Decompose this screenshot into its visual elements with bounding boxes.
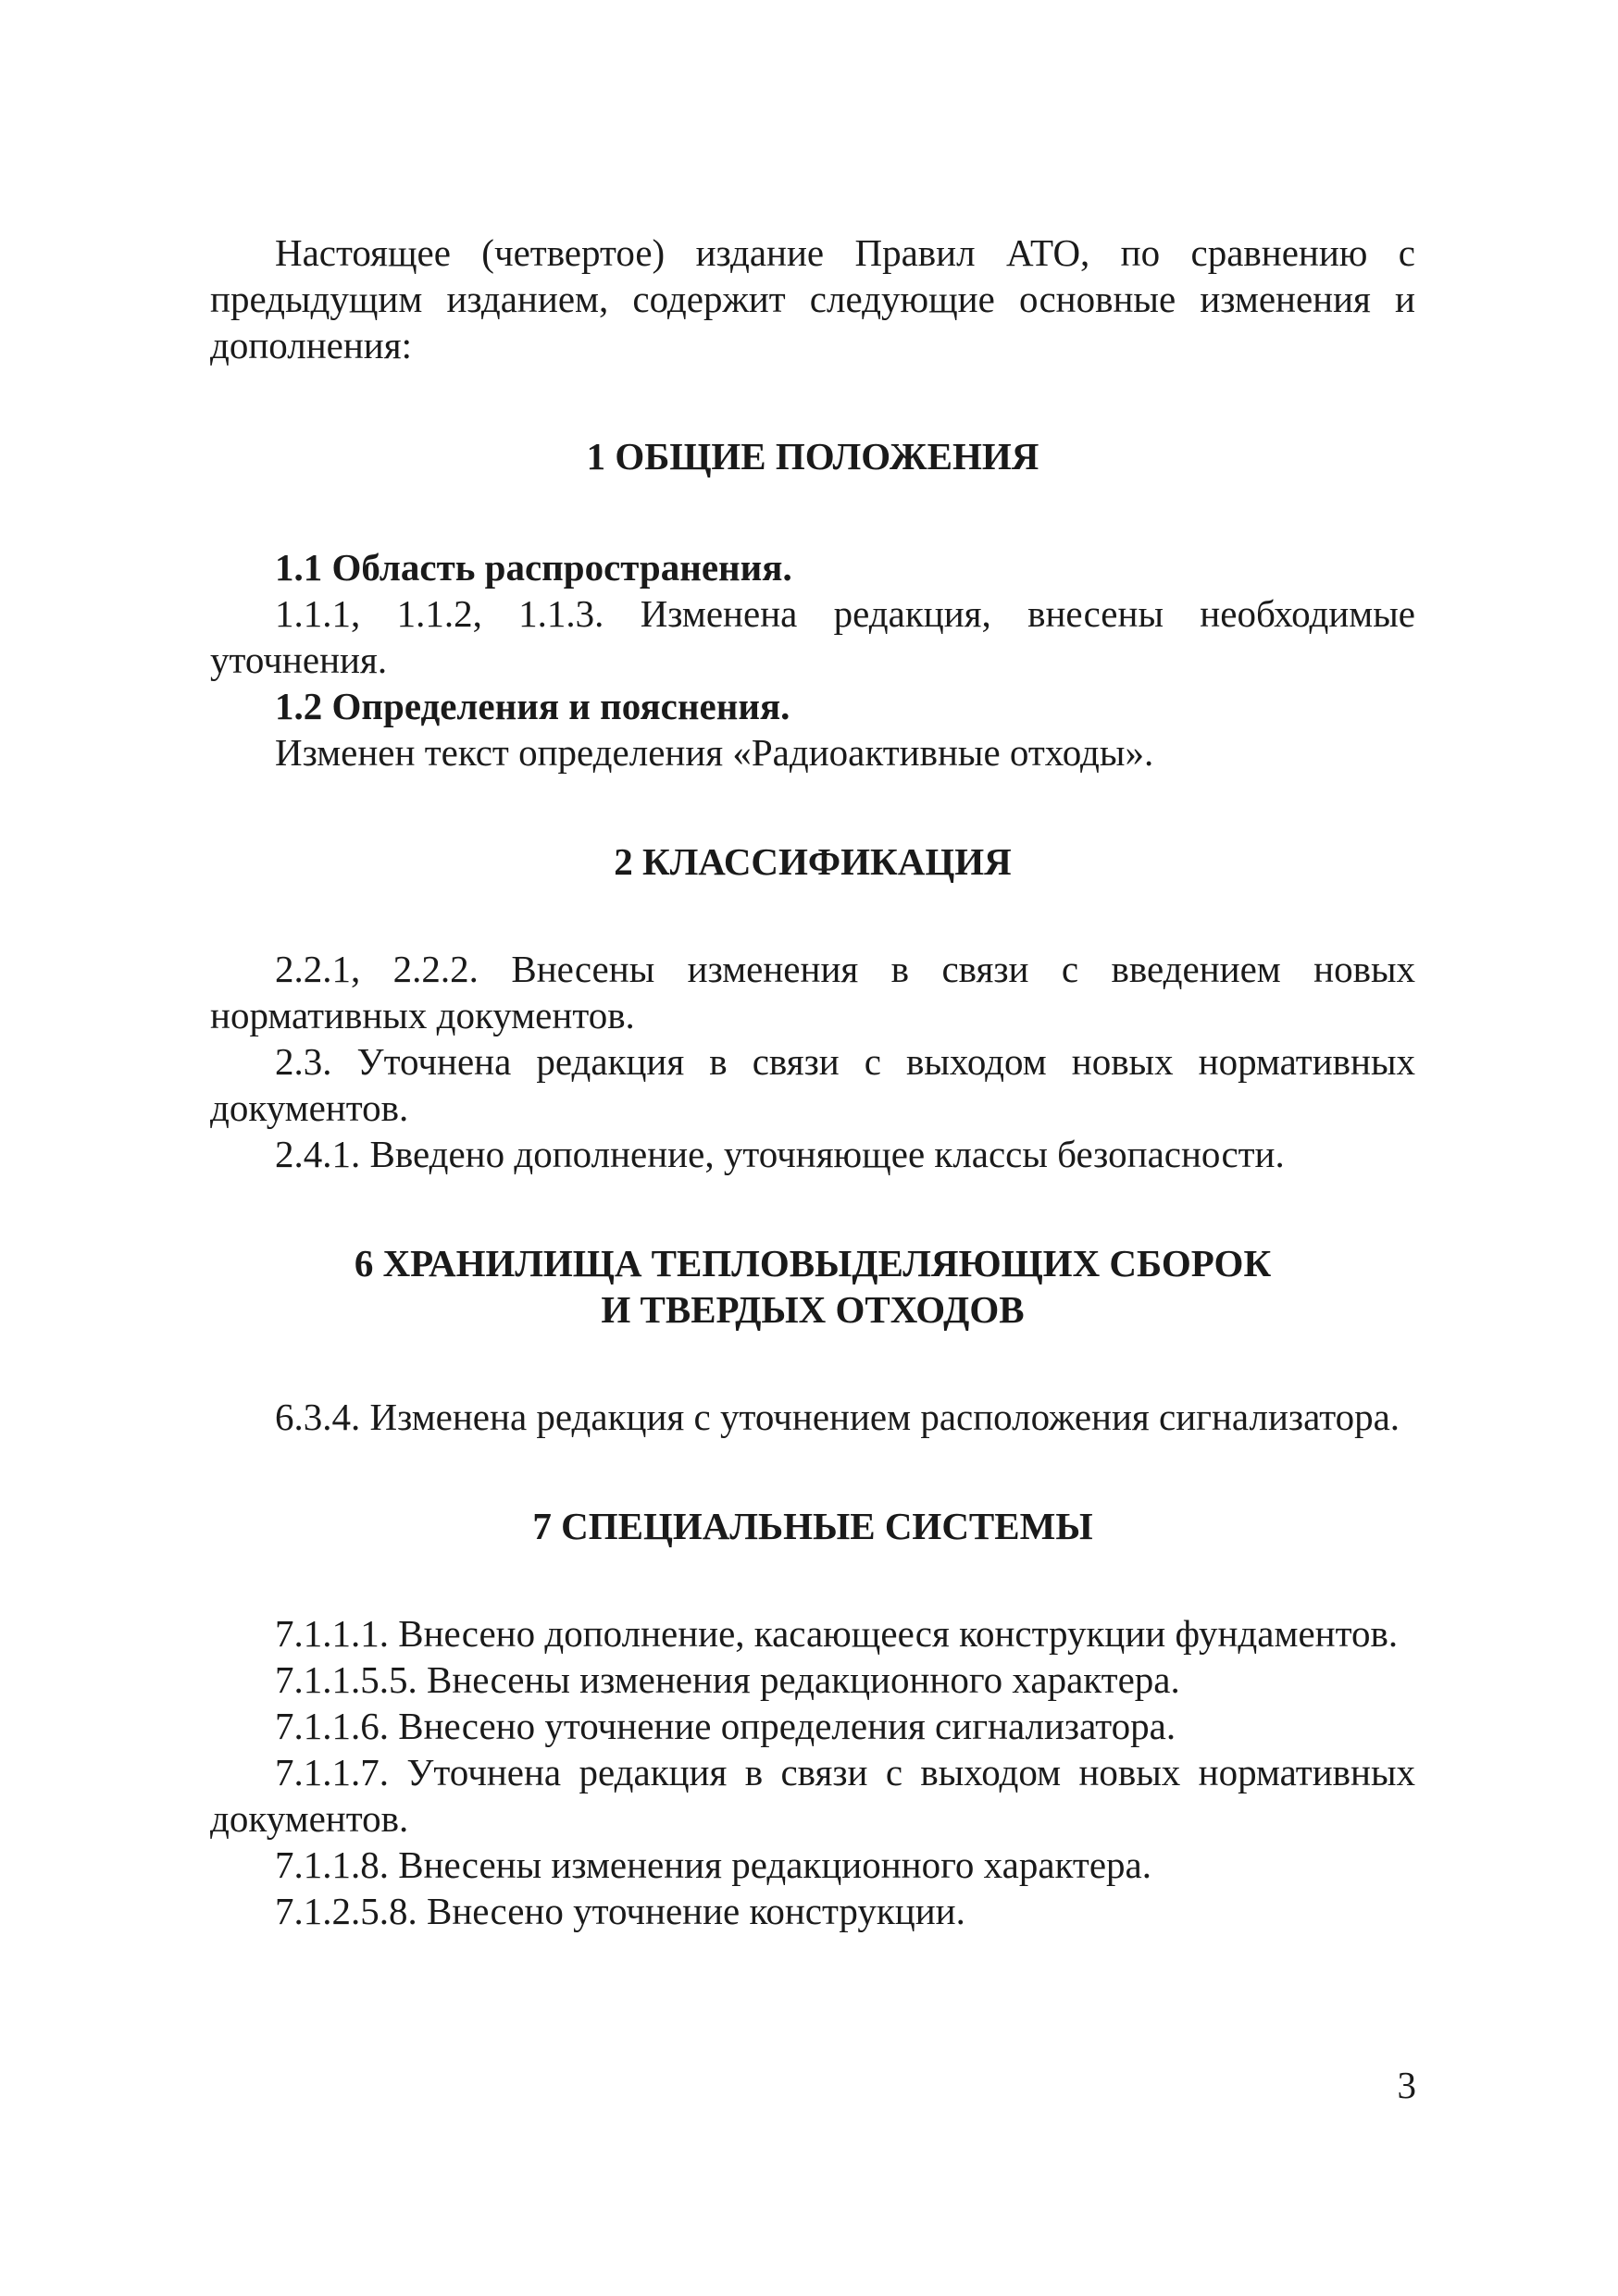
document-page [210, 230, 1415, 1934]
section-2-item: 2.2.1, 2.2.2. Внесены изменения в связи с введением новых нормативных документов. [210, 948, 1415, 1036]
subsection-1-2-text: Изменен текст определения «Радиоактивные отходы». [275, 731, 1154, 774]
section-1-heading: 1 ОБЩИЕ ПОЛОЖЕНИЯ [586, 435, 1039, 478]
section-2-heading: 2 КЛАССИФИКАЦИЯ [614, 840, 1012, 883]
section-2-item: 2.3. Уточнена редакция в связи с выходом новых нормативных документов. [210, 1040, 1415, 1129]
section-7-heading: 7 СПЕЦИАЛЬНЫЕ СИСТЕМЫ [532, 1505, 1093, 1547]
intro-paragraph: Настоящее (четвертое) издание Правил АТО, по сравнению с предыдущим изданием, содержит следующие основные изменения и дополнения: [210, 231, 1415, 366]
section-6-heading-line-2: И ТВЕРДЫХ ОТХОДОВ [601, 1288, 1025, 1331]
section-2-item: 2.4.1. Введено дополнение, уточняющее классы безопасности. [275, 1133, 1285, 1175]
section-7-item: 7.1.1.1. Внесено дополнение, касающееся конструкции фундаментов. [275, 1612, 1399, 1655]
subsection-1-2-heading: 1.2 Определения и пояснения. [275, 685, 790, 727]
subsection-1-1-heading: 1.1 Область распространения. [275, 546, 792, 589]
section-7-item: 7.1.1.7. Уточнена редакция в связи с выходом новых нормативных документов. [210, 1751, 1415, 1840]
section-6-heading-line-1: 6 ХРАНИЛИЩА ТЕПЛОВЫДЕЛЯЮЩИХ СБОРОК [354, 1242, 1272, 1285]
section-7-item: 7.1.1.5.5. Внесены изменения редакционного характера. [275, 1658, 1180, 1701]
section-7-item: 7.1.1.6. Внесено уточнение определения сигнализатора. [275, 1705, 1176, 1747]
subsection-1-1-text: 1.1.1, 1.1.2, 1.1.3. Изменена редакция, внесены необходимые уточнения. [210, 592, 1415, 681]
section-7-item: 7.1.2.5.8. Внесено уточнение конструкции. [275, 1890, 965, 1932]
section-7-item: 7.1.1.8. Внесены изменения редакционного характера. [275, 1843, 1151, 1886]
page-number: 3 [1397, 2064, 1416, 2106]
section-6-item: 6.3.4. Изменена редакция с уточнением расположения сигнализатора. [275, 1396, 1400, 1438]
